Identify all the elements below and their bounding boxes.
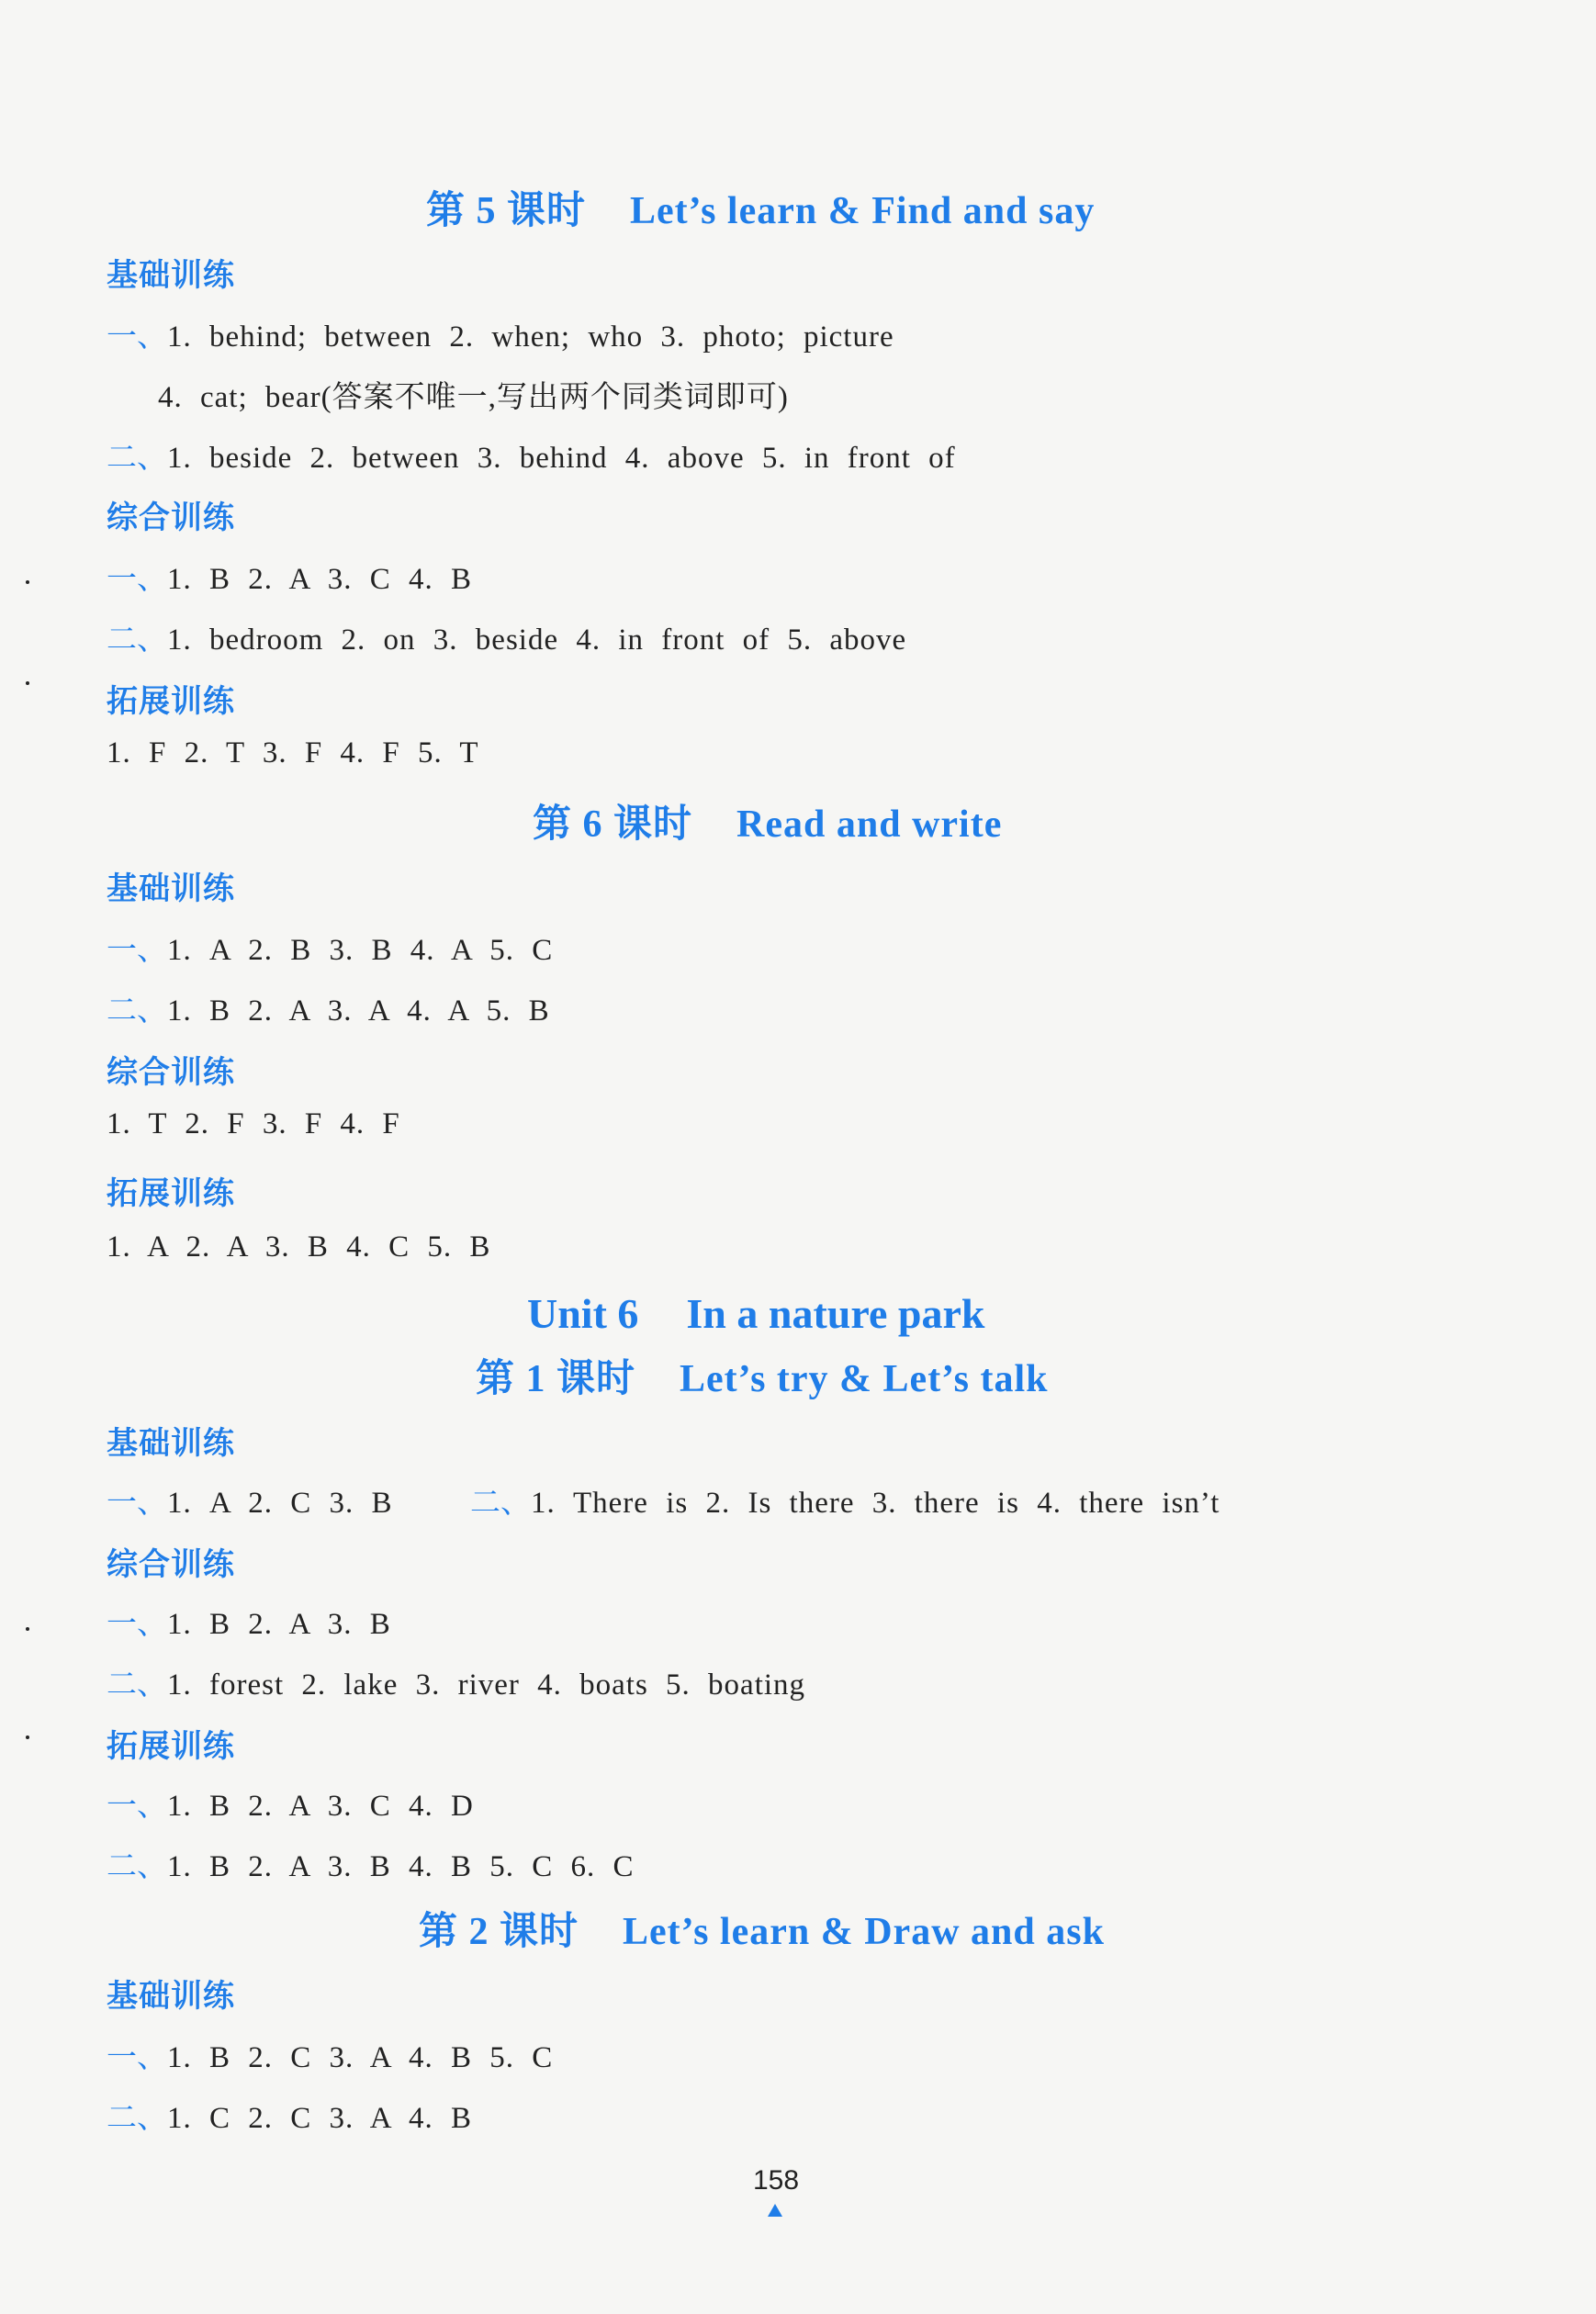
part-prefix: 一、 — [107, 318, 167, 354]
lesson-title — [419, 1901, 1105, 1956]
answer-line — [107, 1842, 635, 1885]
section-label: 综合训练 — [107, 1054, 235, 1091]
section-label: 综合训练 — [107, 1546, 235, 1583]
answer-line — [107, 555, 472, 598]
lesson-title-en: Read and write — [736, 803, 1003, 846]
answer-text: 1. C 2. C 3. A 4. B — [167, 2102, 472, 2135]
part-prefix: 二、 — [107, 2099, 167, 2135]
unit-title — [527, 1289, 984, 1338]
section-label: 拓展训练 — [107, 1175, 235, 1212]
answer-text: 1. bedroom 2. on 3. beside 4. in front of 5. above — [167, 623, 907, 657]
answer-text: 1. B 2. C 3. A 4. B 5. C — [167, 2041, 554, 2074]
answer-text: 1. A 2. B 3. B 4. A 5. C — [167, 934, 554, 967]
answer-text: 1. behind; between 2. when; who 3. photo; picture — [167, 320, 894, 354]
part-prefix: 一、 — [107, 931, 167, 967]
part-prefix: 二、 — [107, 439, 167, 475]
section-label: 基础训练 — [107, 1425, 235, 1462]
answer-line — [107, 986, 550, 1029]
answer-line: 1. T 2. F 3. F 4. F — [107, 1107, 400, 1140]
answer-line — [470, 1478, 1219, 1522]
scan-speck — [26, 681, 29, 685]
part-prefix: 二、 — [107, 992, 167, 1028]
unit-label: Unit 6 — [527, 1290, 639, 1337]
answer-text: 1. B 2. A 3. A 4. A 5. B — [167, 994, 550, 1028]
part-prefix: 一、 — [107, 1484, 167, 1520]
lesson-title — [533, 793, 1002, 848]
section-label: 拓展训练 — [107, 1728, 235, 1765]
lesson-title — [426, 180, 1095, 235]
triangle-marker-icon — [768, 2204, 782, 2217]
part-prefix: 二、 — [107, 1666, 167, 1702]
part-prefix: 一、 — [107, 1605, 167, 1641]
part-prefix: 二、 — [470, 1484, 531, 1520]
part-prefix: 二、 — [107, 1848, 167, 1883]
lesson-title-cn: 第 6 课时 — [533, 803, 693, 846]
answer-line — [107, 2094, 472, 2137]
answer-text: 1. B 2. A 3. C 4. B — [167, 563, 472, 596]
answer-line — [107, 926, 553, 969]
section-label: 综合训练 — [107, 500, 235, 536]
answer-text: 1. A 2. C 3. B — [167, 1487, 393, 1520]
lesson-title-cn: 第 1 课时 — [476, 1358, 636, 1400]
unit-name: In a nature park — [686, 1290, 985, 1337]
section-label: 基础训练 — [107, 871, 235, 907]
answer-line — [107, 1660, 805, 1703]
answer-text: 1. beside 2. between 3. behind 4. above 5. in front of — [167, 442, 956, 475]
answer-line — [107, 433, 956, 477]
answer-line — [107, 1600, 391, 1643]
section-label: 基础训练 — [107, 257, 235, 294]
part-prefix: 二、 — [107, 621, 167, 657]
section-label: 基础训练 — [107, 1978, 235, 2015]
lesson-title-en: Let’s learn & Draw and ask — [623, 1911, 1105, 1953]
part-prefix: 一、 — [107, 560, 167, 596]
scan-speck — [26, 1736, 29, 1739]
lesson-title-cn: 第 5 课时 — [426, 190, 587, 232]
answer-line — [107, 615, 906, 658]
answer-text: 1. B 2. A 3. C 4. D — [167, 1790, 474, 1823]
answer-text: 1. B 2. A 3. B 4. B 5. C 6. C — [167, 1850, 635, 1883]
lesson-title-cn: 第 2 课时 — [419, 1911, 579, 1953]
answer-line: 1. A 2. A 3. B 4. C 5. B — [107, 1230, 491, 1264]
answer-line: 1. F 2. T 3. F 4. F 5. T — [107, 736, 479, 769]
answer-text: 1. forest 2. lake 3. river 4. boats 5. boating — [167, 1668, 806, 1702]
scan-speck — [26, 1627, 29, 1631]
section-label: 拓展训练 — [107, 683, 235, 720]
lesson-title-en: Let’s learn & Find and say — [630, 190, 1096, 232]
answer-line — [107, 2033, 553, 2076]
answer-line — [107, 312, 894, 355]
answer-text: 1. There is 2. Is there 3. there is 4. there isn’t — [531, 1487, 1220, 1520]
answer-line — [107, 1478, 393, 1522]
part-prefix: 一、 — [107, 1787, 167, 1823]
page-number: 158 — [753, 2165, 800, 2196]
answer-text: 1. B 2. A 3. B — [167, 1608, 391, 1641]
part-prefix: 一、 — [107, 2039, 167, 2074]
answer-line — [107, 1781, 474, 1825]
lesson-title-en: Let’s try & Let’s talk — [680, 1358, 1049, 1400]
answer-line — [158, 373, 789, 416]
lesson-title — [476, 1348, 1048, 1403]
scan-speck — [26, 580, 29, 584]
answer-text: 4. cat; bear(答案不唯一,写出两个同类词即可) — [158, 381, 789, 414]
